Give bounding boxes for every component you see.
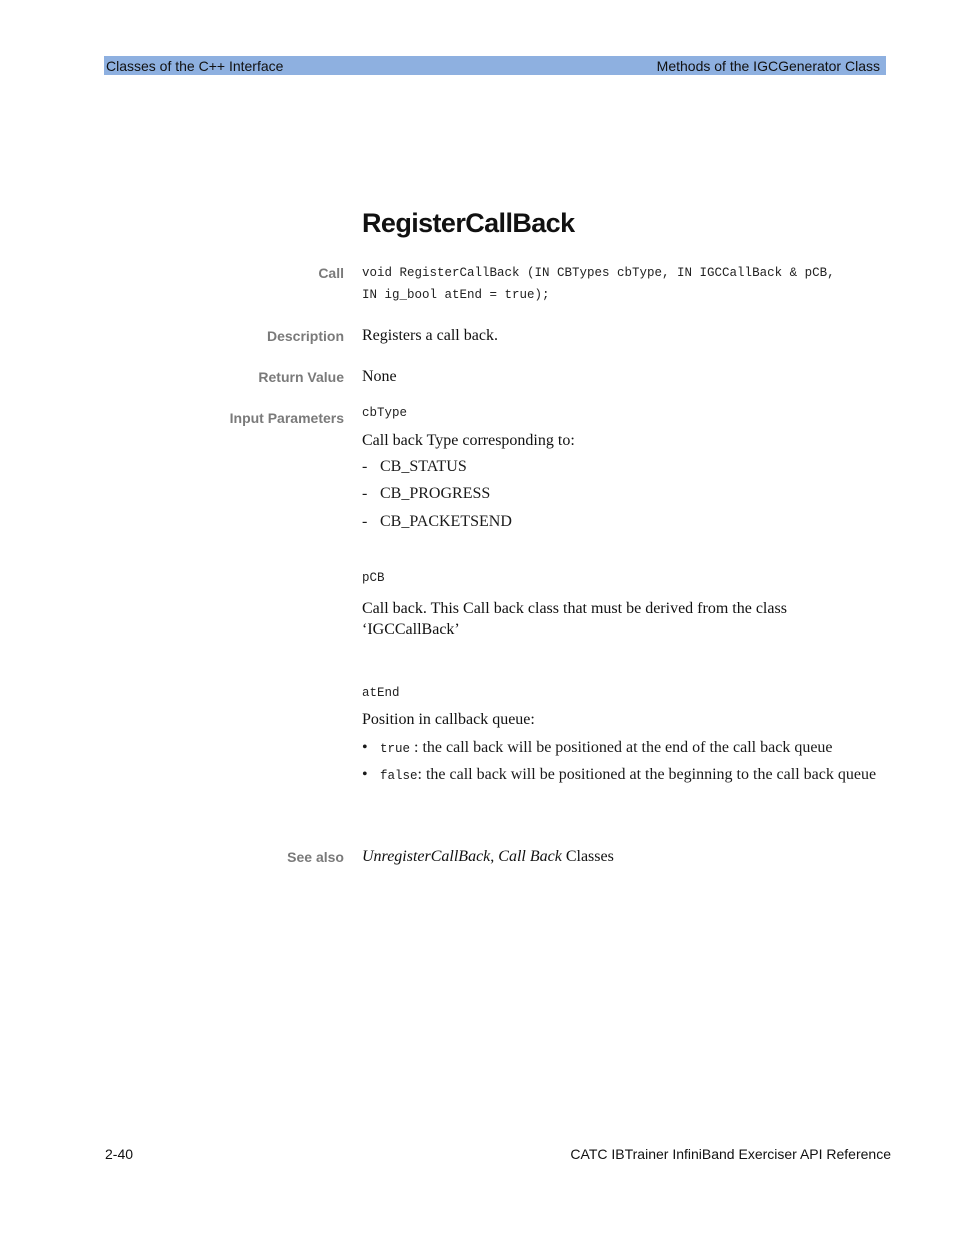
description-text: Registers a call back. <box>362 327 498 344</box>
param-pcb-desc-line2: ‘IGCCallBack’ <box>362 621 460 638</box>
cbtype-value: CB_STATUS <box>380 458 467 475</box>
cbtype-value: CB_PACKETSEND <box>380 513 512 530</box>
page-title: RegisterCallBack <box>362 208 575 238</box>
see-also-suffix: Classes <box>561 848 614 865</box>
return-value-text: None <box>362 368 397 385</box>
input-parameters-label: Input Parameters <box>229 410 344 426</box>
header-section: Methods of the IGCGenerator Class <box>656 58 880 74</box>
true-text: : the call back will be positioned at the end of the call back queue <box>410 739 833 756</box>
false-code: false <box>380 769 418 783</box>
param-atend-name: atEnd <box>362 686 400 700</box>
dash-marker: - <box>362 513 368 530</box>
bullet-marker: • <box>362 739 368 756</box>
page-number: 2-40 <box>105 1146 134 1162</box>
see-also-label: See also <box>287 849 344 865</box>
see-also-separator: , <box>490 848 499 865</box>
see-also-refs <box>362 846 892 867</box>
false-text: : the call back will be positioned at the beginning to the call back queue <box>417 766 877 783</box>
description-label: Description <box>266 328 344 344</box>
dash-marker: - <box>362 485 368 502</box>
see-also-link-callback[interactable]: Call Back <box>498 848 562 865</box>
param-pcb-desc-line1: Call back. This Call back class that must be derived from the class <box>362 600 787 617</box>
param-pcb-name: pCB <box>362 571 385 585</box>
return-value-label: Return Value <box>258 369 344 385</box>
running-header <box>104 56 886 75</box>
param-atend-desc: Position in callback queue: <box>362 711 535 728</box>
call-signature-line2: IN ig_bool atEnd = true); <box>362 288 550 302</box>
call-signature-line1: void RegisterCallBack (IN CBTypes cbType, IN IGCCallBack & pCB, <box>362 266 835 280</box>
bullet-marker: • <box>362 766 368 783</box>
atend-true-item <box>362 737 892 760</box>
dash-marker: - <box>362 458 368 475</box>
call-label: Call <box>318 265 344 281</box>
atend-false-item <box>362 764 892 787</box>
true-code: true <box>380 742 411 756</box>
cbtype-value: CB_PROGRESS <box>380 485 491 502</box>
param-cbtype-desc: Call back Type corresponding to: <box>362 432 575 449</box>
see-also-link-unregister[interactable]: UnregisterCallBack <box>362 848 491 865</box>
header-chapter: Classes of the C++ Interface <box>106 58 284 74</box>
document-title: CATC IBTrainer InfiniBand Exerciser API Reference <box>570 1146 891 1162</box>
param-cbtype-name: cbType <box>362 406 408 420</box>
